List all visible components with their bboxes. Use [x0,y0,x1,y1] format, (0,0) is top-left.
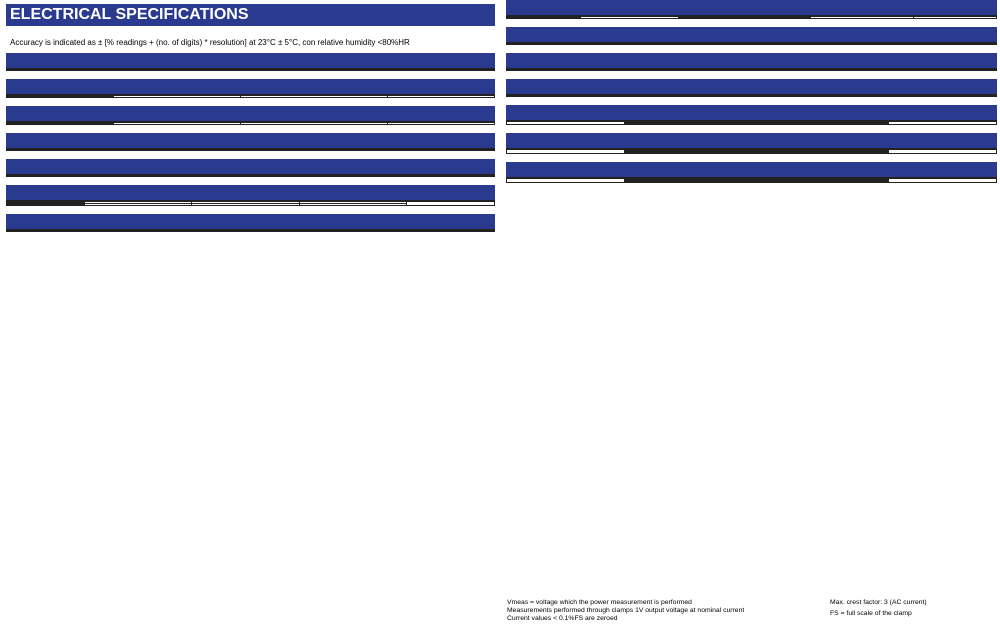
table-cell [7,97,114,98]
table-cell [114,96,241,98]
spec-section-dc-and-ac-trms-current-with-external-tra [6,214,495,232]
table-cell [387,70,494,71]
spec-table [506,15,997,19]
table-row [507,96,997,97]
spec-table [6,174,495,177]
spec-table [506,148,997,154]
table-cell [810,44,913,45]
spec-section-dc-voltage-pv-systems [6,53,495,71]
table-cell [407,202,495,206]
bottom-notes-left [507,599,744,622]
table-cell [507,18,581,19]
table-cell [820,96,996,97]
section-title [506,79,997,94]
section-title [6,79,495,94]
spec-table [6,148,495,151]
spec-table [6,121,495,125]
spec-section-ac-current-with-flex-transducer-npv-syst [506,0,997,19]
section-title [506,27,997,42]
table-cell [678,18,810,19]
spec-section-ac-energy-single-and-three-phase-pf-1-vm [506,162,997,183]
table-cell [387,123,494,125]
spec-section-ac-voltage-anomalies-phase-phase-three-p [6,159,495,177]
bottom-note: Max. crest factor: 3 (AC current) [830,599,927,606]
table-cell [7,231,90,232]
table-cell [810,70,913,71]
table-cell [889,179,997,183]
section-title [506,0,997,15]
table-cell [624,153,712,154]
table-cell [85,176,192,177]
spec-table [6,229,495,232]
table-cell [7,124,114,125]
spec-table [6,94,495,98]
table-cell [624,124,712,125]
right-sections [506,0,997,183]
table-cell [507,150,625,154]
table-cell [913,44,996,45]
table-cell [507,122,625,125]
spec-section-ac-current-with-flex-transducer-npv-syst [506,27,997,45]
bottom-note: FS = full scale of the clamp [830,609,912,617]
section-title [6,53,495,68]
table-cell [192,150,299,151]
table-cell [299,150,406,151]
spec-table [506,68,997,71]
table-cell [580,70,678,71]
table-cell [387,96,494,98]
table-cell [810,17,913,19]
table-row [7,176,495,177]
table-cell [889,150,997,154]
table-cell [407,176,495,177]
table-cell [507,96,683,97]
table-cell [507,179,625,183]
table-cell [712,124,800,125]
right-column [506,0,997,191]
spec-section-dc-ac-trms-voltage-p-n-p-pe-p-p-npv-syst [6,106,495,125]
table-cell [192,231,319,232]
table-cell [507,44,581,45]
section-title [506,133,997,148]
table-cell [85,150,192,151]
table-cell [89,231,191,232]
table-cell [800,182,888,183]
table-cell [889,122,997,125]
accuracy-intro: Accuracy is indicated as ± [% readings + (no. of digits) * resolution] at 23°C ± 5°C, con relative humidity <80%HR [10,38,410,47]
table-row [7,150,495,151]
section-title [6,214,495,229]
section-title [506,105,997,120]
spec-table [506,94,997,97]
table-row [7,231,495,232]
section-title [6,133,495,148]
table-cell [114,70,241,71]
table-row [507,44,997,45]
table-cell [7,70,114,71]
table-cell [114,123,241,125]
table-cell [800,124,888,125]
table-cell [678,70,810,71]
table-cell [192,176,299,177]
table-cell [319,231,417,232]
section-title [6,106,495,121]
spec-section-voltage-and-current-harmonics [506,79,997,97]
table-cell [299,176,406,177]
spec-section-ac-voltage-spikes-phase-earth-voltage-si [6,185,495,206]
spec-section-ac-voltage-anomalies-phase-neutral-singl [6,133,495,151]
left-sections [6,53,495,232]
spec-section-ac-inrush-current [506,53,997,71]
table-cell [678,44,810,45]
table-cell [299,204,406,206]
table-cell [7,205,85,206]
table-cell [712,182,800,183]
spec-table [506,42,997,45]
table-cell [241,96,387,98]
page-title: ELECTRICAL SPECIFICATIONS [6,4,495,26]
left-column [6,0,495,240]
section-title [6,185,495,200]
table-cell [241,123,387,125]
table-cell [624,182,712,183]
table-cell [507,70,581,71]
table-cell [580,44,678,45]
table-cell [683,96,820,97]
table-cell [712,153,800,154]
table-cell [192,204,299,206]
bottom-note: Current values < 0.1%FS are zeroed [507,614,618,622]
spec-section-ac-trms-voltage-p-n-p-pe-p-p-pv-systems- [6,79,495,98]
section-title [506,53,997,68]
bottom-notes-right [830,599,927,618]
spec-table [506,177,997,183]
table-row [507,70,997,71]
table-cell [800,153,888,154]
spec-table [6,68,495,71]
spec-section-ac-power-single-and-three-phase-pf-1-vme [506,133,997,154]
table-cell [241,70,387,71]
bottom-note: Measurements performed through clamps 1V output voltage at nominal current [507,606,745,614]
table-cell [416,231,494,232]
spec-table [506,120,997,125]
table-cell [7,176,85,177]
spec-section-dc-power-vmeas-150v-imeas-10-fs-clamp [506,105,997,125]
table-cell [580,17,678,19]
table-cell [407,150,495,151]
section-title [6,159,495,174]
bottom-note: Vmeas = voltage which the power measurement is performed [507,599,692,606]
table-cell [913,70,996,71]
table-cell [85,204,192,206]
table-row [7,70,495,71]
table-cell [913,17,996,19]
spec-table [6,200,495,206]
section-title [506,162,997,177]
table-cell [7,150,85,151]
